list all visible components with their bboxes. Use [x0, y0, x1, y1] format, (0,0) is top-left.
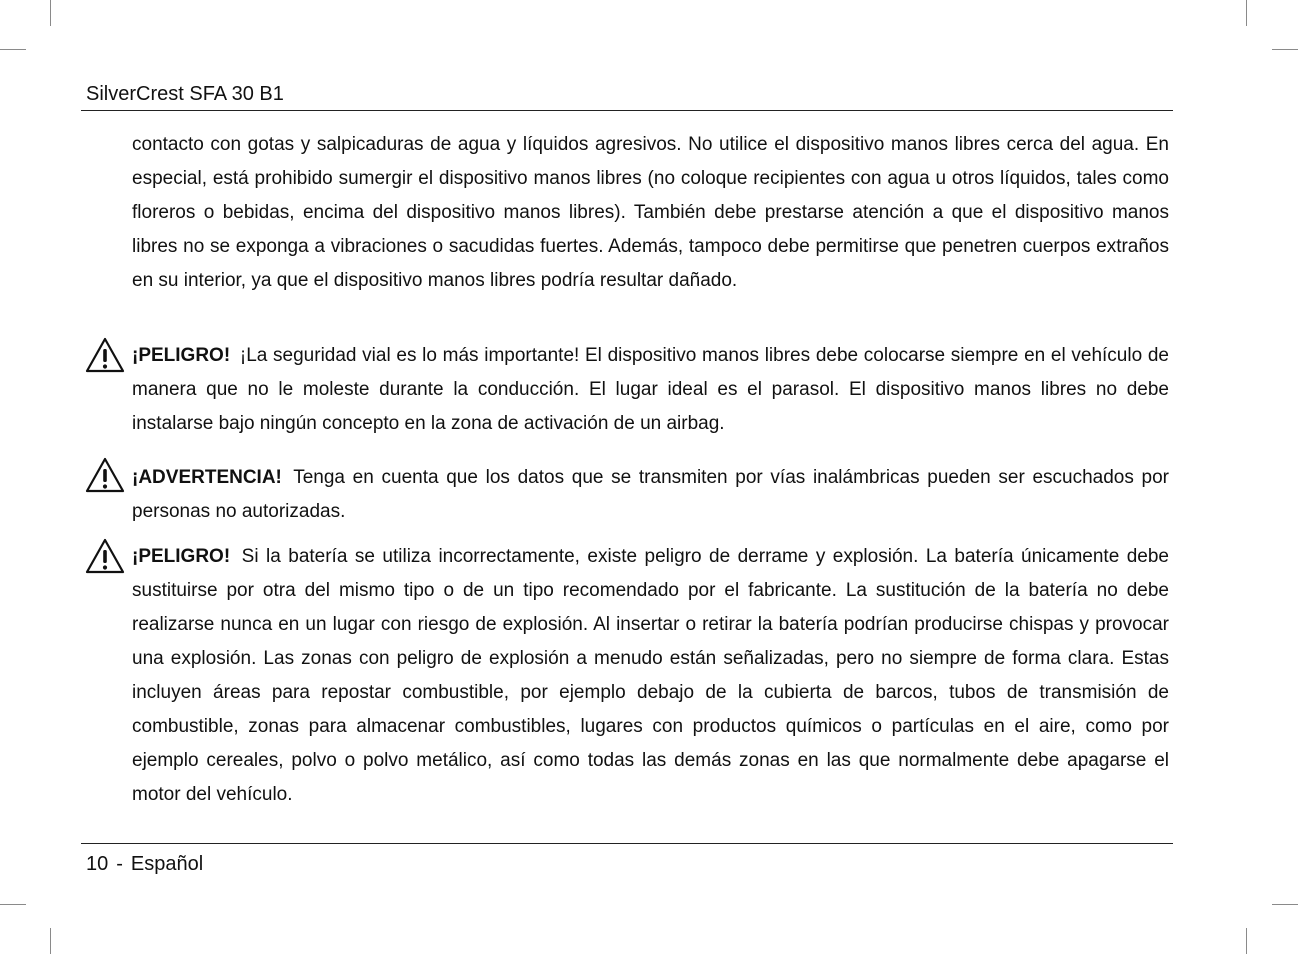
- crop-mark: [50, 0, 51, 26]
- intro-paragraph: contacto con gotas y salpicaduras de agua y líquidos agresivos. No utilice el dispositivo manos libres cerca del agua. En especial, está prohibido sumergir el dispositivo manos libres (no coloque recipientes con agua u otros líquidos, tales como floreros o bebidas, encima del dispositivo manos libres). También debe prestarse atención a que el dispositivo manos libres no se exponga a vibraciones o sacudidas fuertes. Además, tampoco debe permitirse que penetren cuerpos extraños en su interior, ya que el dispositivo manos libres podría resultar dañado.: [132, 134, 1169, 291]
- footer-separator: -: [116, 853, 123, 875]
- crop-mark: [1246, 0, 1247, 26]
- warning-triangle-icon: [85, 337, 125, 373]
- footer-language: Español: [130, 853, 204, 875]
- crop-mark: [0, 49, 26, 50]
- page-header-title: SilverCrest SFA 30 B1: [86, 83, 284, 105]
- warning-label: ¡PELIGRO!: [132, 546, 231, 567]
- crop-mark: [1246, 928, 1247, 954]
- danger-paragraph-airbag: [132, 339, 1169, 441]
- footer-rule: [81, 843, 1173, 844]
- crop-mark: [1272, 904, 1298, 905]
- warning-triangle-icon: [85, 457, 125, 493]
- crop-mark: [1272, 49, 1298, 50]
- warning-label: ¡PELIGRO!: [132, 345, 231, 366]
- warning-paragraph-wireless: [132, 461, 1169, 529]
- warning-triangle-icon: [85, 538, 125, 574]
- crop-mark: [50, 928, 51, 954]
- danger-paragraph-battery: [132, 540, 1169, 812]
- warning-label: ¡ADVERTENCIA!: [132, 467, 282, 488]
- warning-text: Tenga en cuenta que los datos que se transmiten por vías inalámbricas pueden ser escuchados por personas no autorizadas.: [132, 467, 1169, 522]
- warning-text: Si la batería se utiliza incorrectamente, existe peligro de derrame y explosión. La batería únicamente debe sustituirse por otra del mismo tipo o de un tipo recomendado por el fabricante. La sustitución de la batería no debe realizarse nunca en un lugar con riesgo de explosión. Al insertar o retirar la batería podrían producirse chispas y provocar una explosión. Las zonas con peligro de explosión a menudo están señalizadas, pero no siempre de forma clara. Estas incluyen áreas para repostar combustible, por ejemplo debajo de la cubierta de barcos, tubos de transmisión de combustible, zonas para almacenar combustibles, lugares con productos químicos o partículas en el aire, como por ejemplo cereales, polvo o polvo metálico, así como todas las demás zonas en las que normalmente debe apagarse el motor del vehículo.: [132, 546, 1169, 805]
- crop-mark: [0, 904, 26, 905]
- warning-text: ¡La seguridad vial es lo más importante! El dispositivo manos libres debe colocarse siempre en el vehículo de manera que no le moleste durante la conducción. El lugar ideal es el parasol. El dispositivo manos libres no debe instalarse bajo ningún concepto en la zona de activación de un airbag.: [132, 345, 1169, 434]
- page-number: 10: [86, 853, 109, 875]
- header-rule: [81, 110, 1173, 111]
- page-footer: [86, 852, 203, 876]
